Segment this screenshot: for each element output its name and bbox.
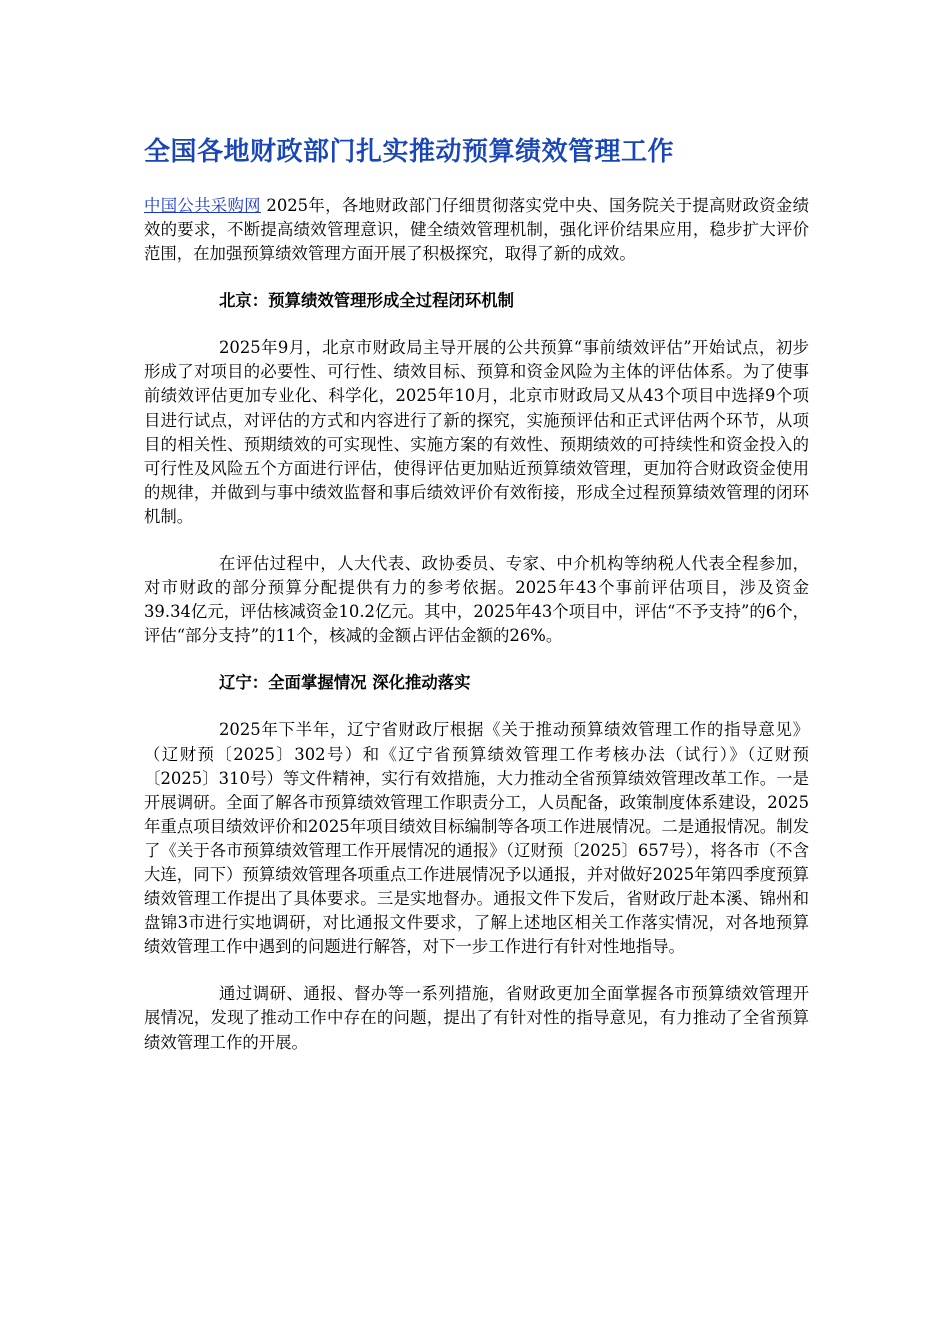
paragraph-beijing-1: 2025年9月，北京市财政局主导开展的公共预算“事前绩效评估”开始试点，初步形成了对项目的必要性、可行性、绩效目标、预算和资金风险为主体的评估体系。为了使事前绩效评估更加专业化、科学化，2025年10月，北京市财政局又从43个项目中选择9个项目进行试点，对评估的方式和内容进行了新的探究，实施预评估和正式评估两个环节，从项目的相关性、预期绩效的可实现性、实施方案的有效性、预期绩效的可持续性和资金投入的可行性及风险五个方面进行评估，使得评估更加贴近预算绩效管理，更加符合财政资金使用的规律，并做到与事中绩效监督和事后绩效评价有效衔接，形成全过程预算绩效管理的闭环机制。 — [144, 338, 809, 526]
section-heading-beijing: 北京：预算绩效管理形成全过程闭环机制 — [219, 291, 515, 311]
section-heading-liaoning: 辽宁：全面掌握情况 深化推动落实 — [219, 673, 471, 693]
intro-paragraph — [144, 194, 809, 266]
page-title: 全国各地财政部门扎实推动预算绩效管理工作 — [144, 137, 675, 167]
source-link[interactable]: 中国公共采购网 — [144, 196, 261, 215]
paragraph-beijing-2: 在评估过程中，人大代表、政协委员、专家、中介机构等纳税人代表全程参加，对市财政的部分预算分配提供有力的参考依据。2025年43个事前评估项目，涉及资金39.34亿元，评估核减资金10.2亿元。其中，2025年43个项目中，评估“不予支持”的6个，评估“部分支持”的11个，核减的金额占评估金额的26%。 — [144, 554, 809, 646]
paragraph-liaoning-2: 通过调研、通报、督办等一系列措施，省财政更加全面掌握各市预算绩效管理开展情况，发现了推动工作中存在的问题，提出了有针对性的指导意见，有力推动了全省预算绩效管理工作的开展。 — [144, 984, 809, 1052]
intro-text: 2025年，各地财政部门仔细贯彻落实党中央、国务院关于提高财政资金绩效的要求，不断提高绩效管理意识，健全绩效管理机制，强化评价结果应用，稳步扩大评价范围，在加强预算绩效管理方面开展了积极探究，取得了新的成效。 — [144, 196, 809, 264]
document-page — [144, 130, 809, 1078]
paragraph-liaoning-1: 2025年下半年，辽宁省财政厅根据《关于推动预算绩效管理工作的指导意见》（辽财预〔2025〕302号）和《辽宁省预算绩效管理工作考核办法（试行）》（辽财预〔2025〕310号）等文件精神，实行有效措施，大力推动全省预算绩效管理改革工作。一是开展调研。全面了解各市预算绩效管理工作职责分工，人员配备，政策制度体系建设，2025年重点项目绩效评价和2025年项目绩效目标编制等各项工作进展情况。二是通报情况。制发了《关于各市预算绩效管理工作开展情况的通报》（辽财预〔2025〕657号），将各市（不含大连，同下）预算绩效管理各项重点工作进展情况予以通报，并对做好2025年第四季度预算绩效管理工作提出了具体要求。三是实地督办。通报文件下发后，省财政厅赴本溪、锦州和盘锦3市进行实地调研，对比通报文件要求，了解上述地区相关工作落实情况，对各地预算绩效管理工作中遇到的问题进行解答，对下一步工作进行有针对性地指导。 — [144, 720, 809, 957]
